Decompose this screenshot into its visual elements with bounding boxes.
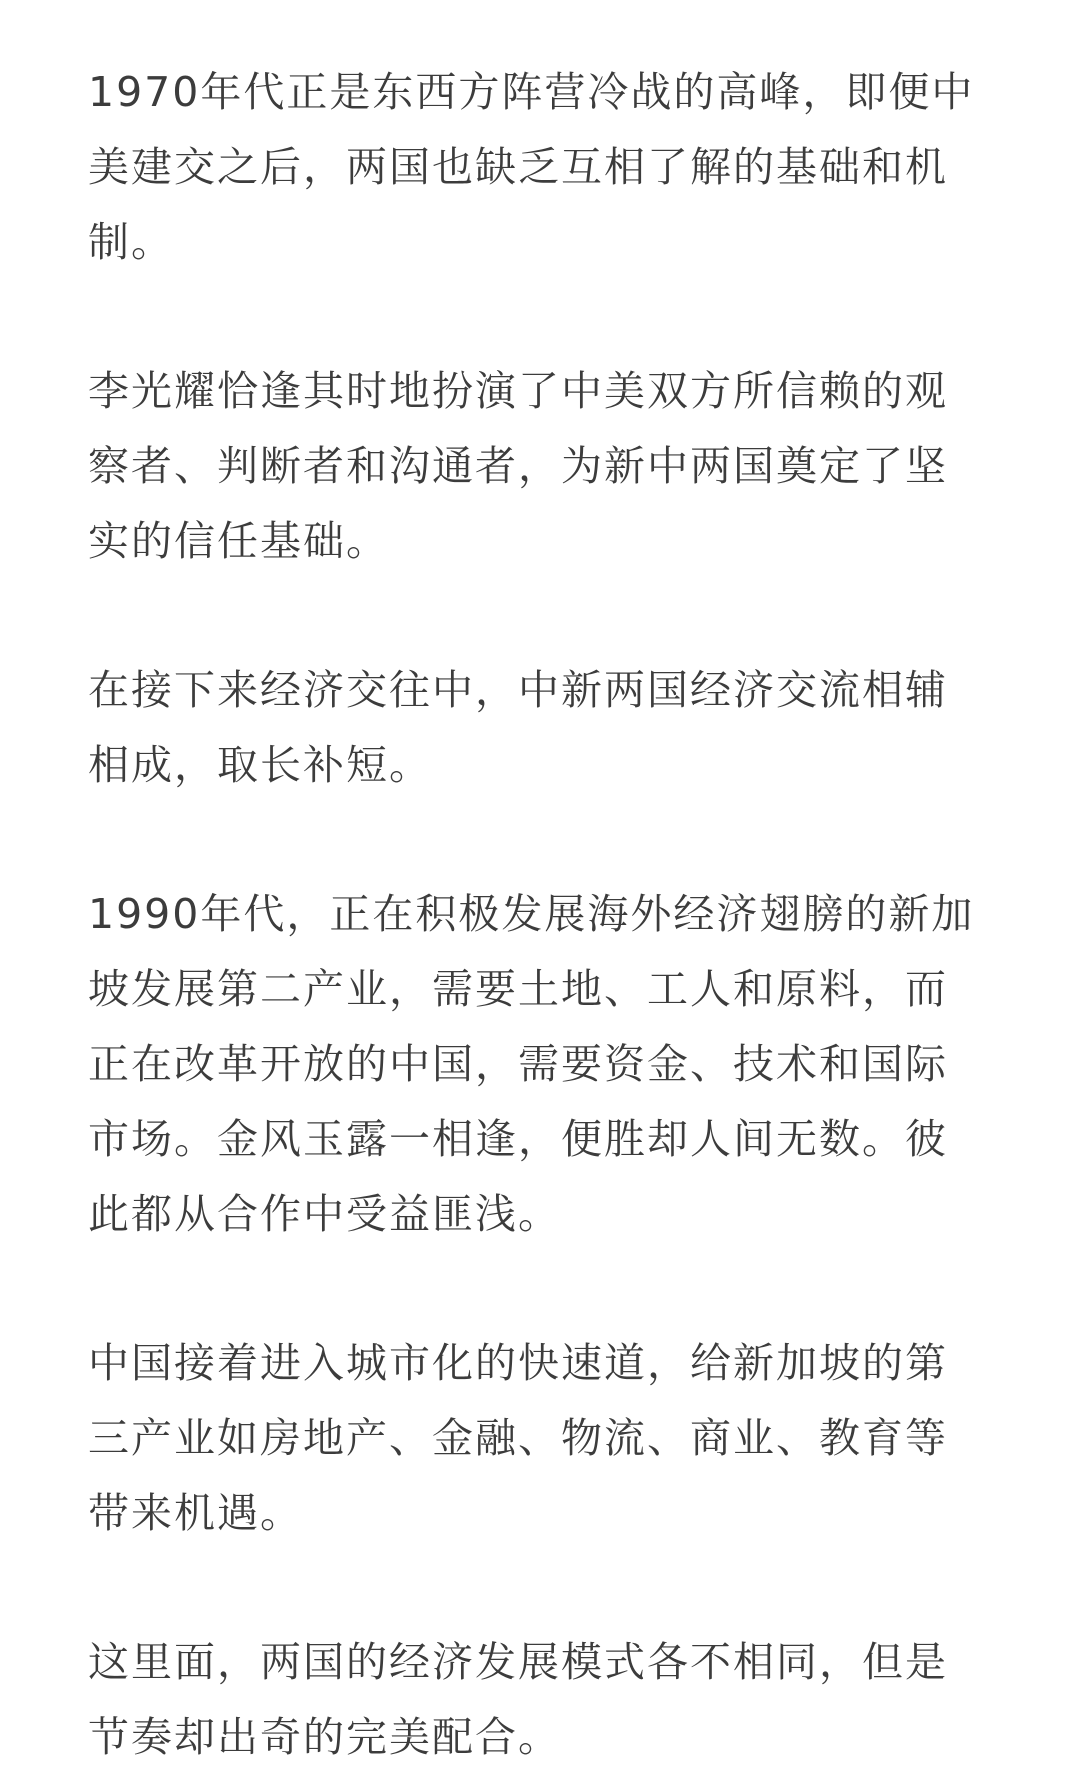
paragraph-1970s-cold-war: 1970年代正是东西方阵营冷战的高峰，即便中美建交之后，两国也缺乏互相了解的基础和机制。 bbox=[88, 68, 975, 266]
paragraph-economic-exchange: 在接下来经济交往中，中新两国经济交流相辅相成，取长补短。 bbox=[88, 666, 948, 789]
paragraph-1990s-cooperation: 1990年代，正在积极发展海外经济翅膀的新加坡发展第二产业，需要土地、工人和原料，而正在改革开放的中国，需要资金、技术和国际市场。金风玉露一相逢，便胜却人间无数。彼此都从合作中受益匪浅。 bbox=[88, 890, 975, 1238]
paragraph-lee-kuan-yew-role: 李光耀恰逢其时地扮演了中美双方所信赖的观察者、判断者和沟通者，为新中两国奠定了坚实的信任基础。 bbox=[88, 367, 948, 565]
paragraph-development-models: 这里面，两国的经济发展模式各不相同，但是节奏却出奇的完美配合。 bbox=[88, 1638, 948, 1761]
paragraph-urbanization: 中国接着进入城市化的快速道，给新加坡的第三产业如房地产、金融、物流、商业、教育等带来机遇。 bbox=[88, 1339, 948, 1537]
